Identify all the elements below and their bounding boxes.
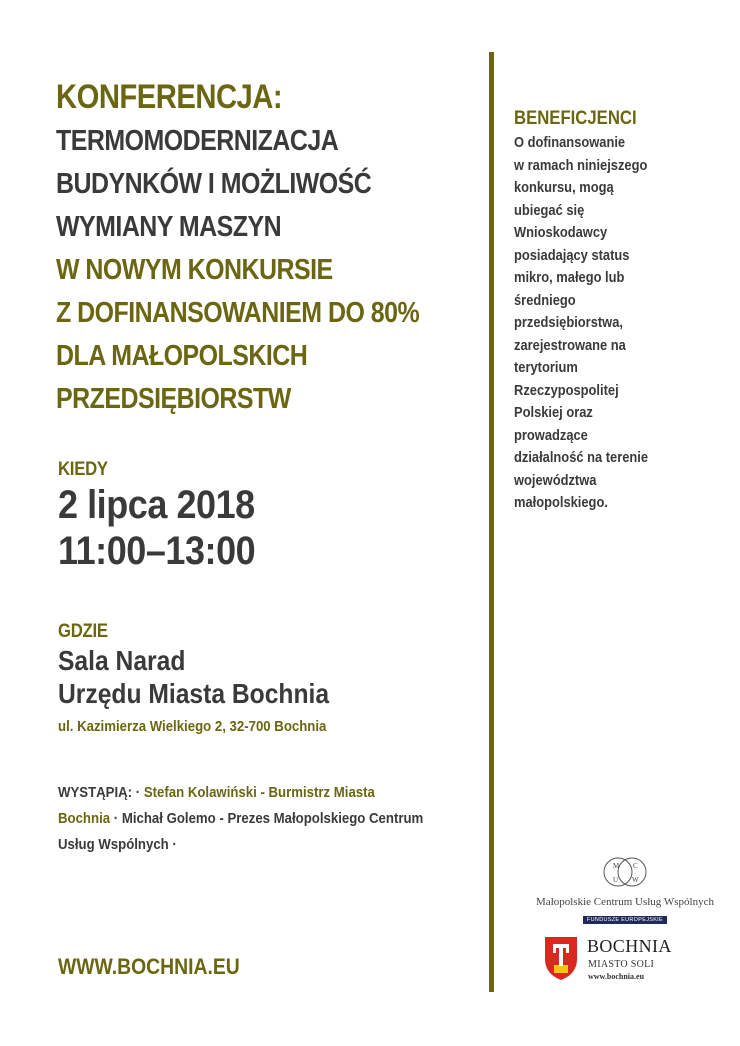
separator: · (132, 784, 144, 801)
bochnia-logo (543, 935, 723, 985)
eu-funds-badge: FUNDUSZE EUROPEJSKIE (583, 916, 667, 924)
mcuw-letter: C (633, 862, 638, 870)
sidebar-line: w ramach niniejszego (514, 156, 648, 174)
speaker-1: Stefan Kolawiński - Burmistrz Miasta Bochnia (58, 784, 375, 827)
speakers-label: WYSTĄPIĄ: (58, 784, 133, 801)
mcuw-name: Małopolskie Centrum Usług Wspólnych (536, 896, 714, 908)
beneficiaries-sidebar (514, 106, 714, 515)
bochnia-name: BOCHNIA (587, 936, 672, 956)
sidebar-line: terytorium (514, 359, 578, 376)
sidebar-line: Wnioskodawcy (514, 224, 608, 241)
sidebar-line: ubiegać się (514, 201, 585, 219)
sidebar-title: BENEFICJENCI (514, 108, 637, 129)
speakers-section (58, 780, 428, 858)
sidebar-line: prowadzące (514, 426, 588, 444)
mcuw-logo (535, 855, 715, 926)
sidebar-line: O dofinansowanie (514, 134, 626, 151)
bochnia-crest-icon (543, 935, 579, 981)
sidebar-line: działalność na terenie (514, 449, 649, 466)
sidebar-line: Polskiej oraz (514, 404, 593, 421)
mcuw-rings-icon (599, 855, 651, 889)
separator: · (168, 836, 177, 853)
sidebar-line: województwa (514, 471, 597, 489)
headline-line: PRZEDSIĘBIORSTW (56, 383, 291, 415)
mcuw-letter: M (613, 862, 620, 870)
where-section (58, 620, 366, 738)
bochnia-url: www.bochnia.eu (588, 972, 645, 981)
sidebar-line: Rzeczypospolitej (514, 381, 619, 399)
venue-line-2: Urzędu Miasta Bochnia (58, 678, 330, 709)
separator: · (110, 810, 122, 827)
event-time: 11:00–13:00 (58, 529, 256, 573)
headline-line: TERMOMODERNIZACJA (56, 125, 339, 157)
headline-line: WYMIANY MASZYN (56, 211, 282, 243)
where-label: GDZIE (58, 621, 108, 642)
sidebar-line: mikro, małego lub (514, 269, 625, 286)
headline-line: Z DOFINANSOWANIEM DO 80% (56, 297, 420, 329)
headline-line: BUDYNKÓW I MOŻLIWOŚĆ (56, 168, 372, 200)
mcuw-letter: U (613, 876, 619, 884)
mcuw-letter: W (632, 876, 639, 884)
bochnia-subtitle: MIASTO SOLI (588, 959, 655, 970)
sidebar-text (514, 132, 714, 515)
headline (56, 74, 476, 421)
event-date: 2 lipca 2018 (58, 483, 255, 527)
website-link[interactable]: WWW.BOCHNIA.EU (58, 954, 240, 979)
vertical-divider (489, 52, 494, 992)
headline-line: W NOWYM KONKURSIE (56, 254, 333, 286)
sidebar-line: posiadający status (514, 246, 630, 264)
headline-line: DLA MAŁOPOLSKICH (56, 340, 308, 372)
sidebar-line: średniego (514, 291, 576, 309)
headline-title: KONFERENCJA: (56, 78, 283, 116)
when-section (58, 458, 277, 574)
when-label: KIEDY (58, 459, 108, 480)
venue-line-1: Sala Narad (58, 645, 186, 676)
sidebar-line: przedsiębiorstwa, (514, 314, 623, 331)
speaker-2: Michał Golemo - Prezes Małopolskiego Centrum Usług Wspólnych (58, 810, 424, 853)
sidebar-line: małopolskiego. (514, 494, 608, 511)
venue-address: ul. Kazimierza Wielkiego 2, 32-700 Bochnia (58, 718, 327, 735)
sidebar-line: konkursu, mogą (514, 179, 614, 196)
sidebar-line: zarejestrowane na (514, 336, 626, 354)
